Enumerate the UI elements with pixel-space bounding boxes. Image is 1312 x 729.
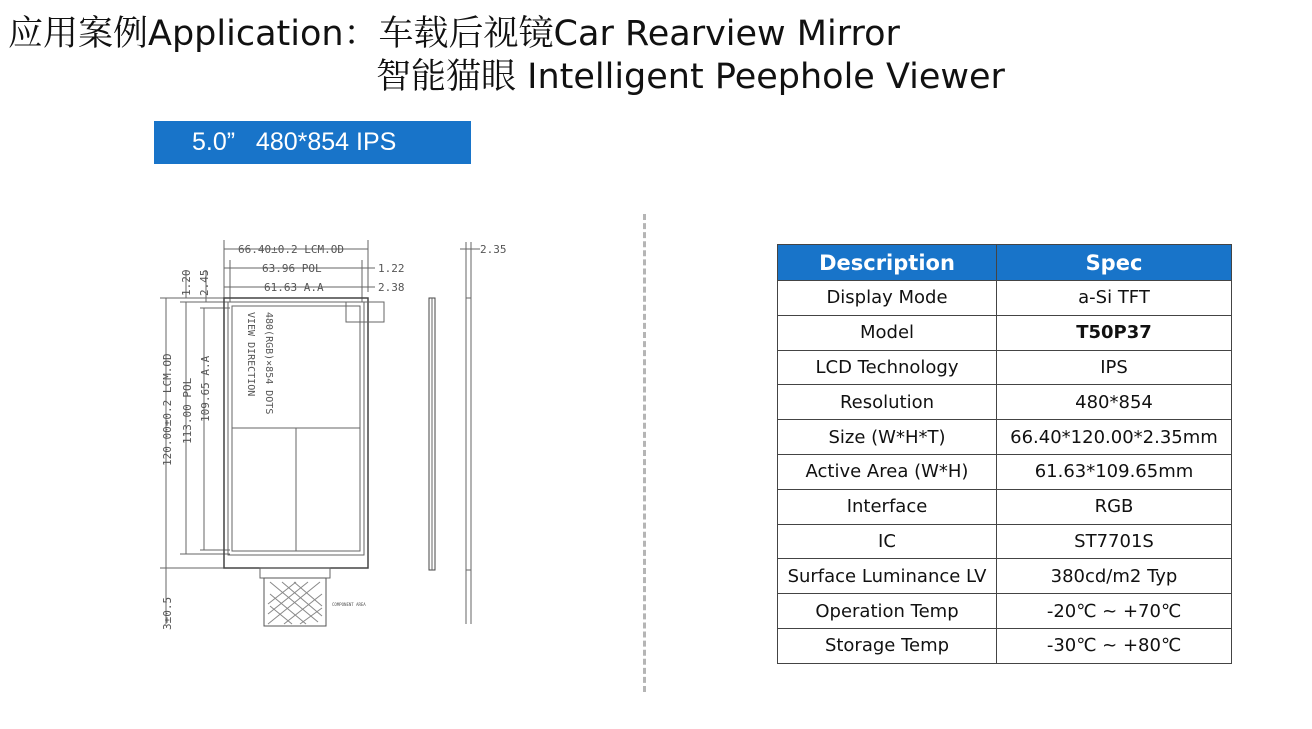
dim-pol-height: 113.00 POL — [181, 377, 194, 444]
row-value: 480*854 — [997, 385, 1232, 420]
spec-table — [777, 244, 1232, 664]
row-label: Storage Temp — [778, 628, 997, 663]
row-value: 61.63*109.65mm — [997, 454, 1232, 489]
row-label: Surface Luminance LV — [778, 559, 997, 594]
row-label: Active Area (W*H) — [778, 454, 997, 489]
row-value: a-Si TFT — [997, 281, 1232, 316]
row-label: Operation Temp — [778, 594, 997, 629]
row-label: LCD Technology — [778, 350, 997, 385]
row-value: -30℃ ~ +80℃ — [997, 628, 1232, 663]
row-value: T50P37 — [997, 315, 1232, 350]
table-row — [778, 281, 1232, 316]
component-area-note: COMPONENT AREA — [332, 602, 366, 607]
panel-resolution-note: 480(RGB)×854 DOTS — [263, 312, 274, 415]
row-value: 380cd/m2 Typ — [997, 559, 1232, 594]
page-title-line-1: 应用案例Application：车载后视镜Car Rearview Mirror — [8, 14, 900, 54]
row-value: 66.40*120.00*2.35mm — [997, 420, 1232, 455]
dim-lcm-od-height: 120.00±0.2 LCM.OD — [161, 353, 174, 466]
table-row — [778, 454, 1232, 489]
panel-view-direction-note: VIEW DIRECTION — [245, 312, 256, 397]
dim-fpc: 3±0.5 — [161, 596, 174, 630]
row-label: IC — [778, 524, 997, 559]
dim-top-2: 2.45 — [198, 269, 211, 296]
row-value: RGB — [997, 489, 1232, 524]
table-row — [778, 420, 1232, 455]
column-header-description: Description — [778, 245, 997, 281]
page-title-line-2: 智能猫眼 Intelligent Peephole Viewer — [376, 57, 1005, 97]
table-row — [778, 524, 1232, 559]
mechanical-drawing — [150, 232, 530, 632]
row-label: Interface — [778, 489, 997, 524]
row-label: Model — [778, 315, 997, 350]
dim-thickness: 2.35 — [480, 243, 507, 256]
product-size-badge: 5.0” 480*854 IPS — [154, 121, 471, 164]
section-divider — [643, 214, 646, 692]
dim-top-1: 1.20 — [180, 269, 193, 296]
row-label: Size (W*H*T) — [778, 420, 997, 455]
dim-lcm-od-width: 66.40±0.2 LCM.OD — [238, 243, 344, 256]
table-row — [778, 559, 1232, 594]
table-header-row — [778, 245, 1232, 281]
row-value: -20℃ ~ +70℃ — [997, 594, 1232, 629]
row-label: Resolution — [778, 385, 997, 420]
table-row — [778, 489, 1232, 524]
row-value: ST7701S — [997, 524, 1232, 559]
dim-aa-width: 61.63 A.A — [264, 281, 324, 294]
dim-aa-height: 109.65 A.A — [199, 355, 212, 422]
dim-right-1: 1.22 — [378, 262, 405, 275]
row-label: Display Mode — [778, 281, 997, 316]
dim-pol-width: 63.96 POL — [262, 262, 322, 275]
dim-right-2: 2.38 — [378, 281, 405, 294]
row-value: IPS — [997, 350, 1232, 385]
table-row — [778, 628, 1232, 663]
column-header-spec: Spec — [997, 245, 1232, 281]
table-row — [778, 350, 1232, 385]
table-row — [778, 315, 1232, 350]
table-row — [778, 385, 1232, 420]
table-row — [778, 594, 1232, 629]
